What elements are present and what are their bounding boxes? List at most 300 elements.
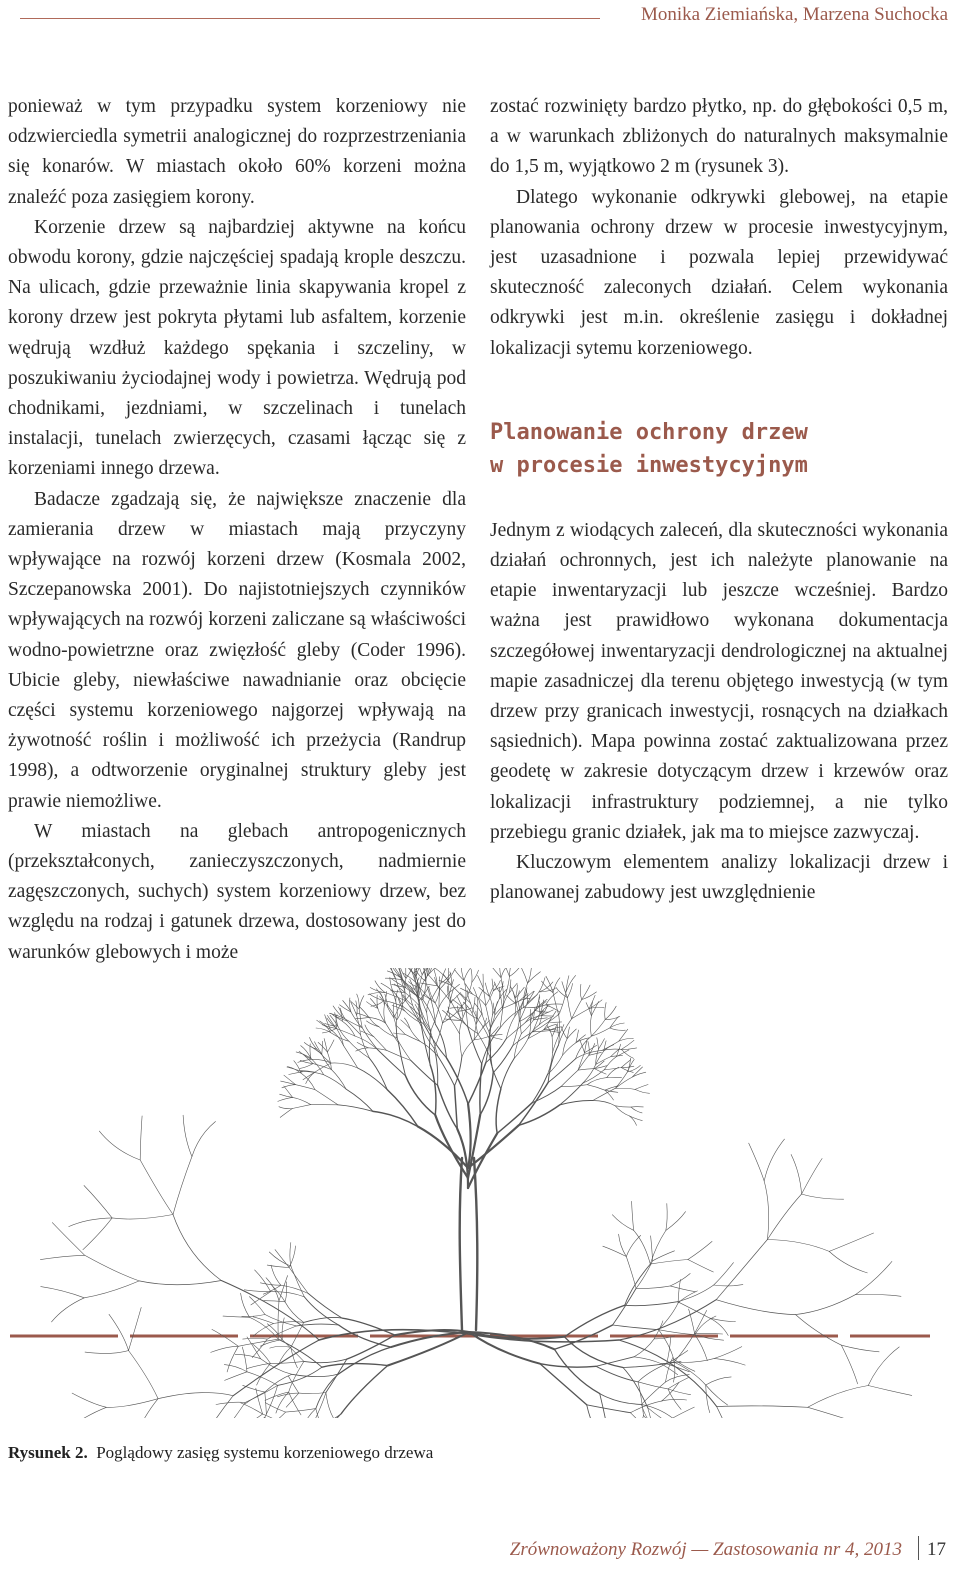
tree-branch — [610, 1028, 626, 1030]
tree-root — [667, 1338, 671, 1364]
tree-branch — [521, 1020, 533, 1034]
page-number: 17 — [927, 1539, 946, 1560]
tree-root — [72, 1393, 106, 1407]
tree-root — [267, 1265, 289, 1267]
tree-root — [85, 1351, 129, 1354]
tree-root — [638, 1382, 644, 1416]
tree-root — [183, 1115, 192, 1156]
tree-root — [221, 1281, 319, 1341]
tree-branch — [472, 970, 479, 982]
tree-branch — [519, 1083, 548, 1126]
tree-branch — [478, 976, 484, 988]
tree-root — [791, 1155, 802, 1195]
tree-root — [173, 1157, 192, 1215]
tree-branch — [455, 1057, 462, 1086]
tree-root — [326, 1393, 335, 1419]
tree-branch — [578, 1055, 589, 1070]
tree-branch — [582, 985, 590, 1000]
tree-root — [695, 1335, 708, 1361]
tree-branch — [615, 1072, 627, 1089]
tree-root — [666, 1212, 686, 1231]
tree-root — [808, 1386, 869, 1408]
tree-root — [260, 1340, 282, 1347]
tree-root — [85, 1255, 140, 1281]
tree-branch — [483, 1018, 487, 1028]
paragraph: zostać rozwinięty bardzo płytko, np. do głębokości 0,5 m, a w warunkach zbliżonych do naturalnych maksymalnie do 1,5 m, wyjątkowo 2 m (rysunek 3). — [490, 96, 948, 178]
tree-branch — [549, 1011, 557, 1022]
tree-root — [808, 1407, 868, 1418]
tree-root — [695, 1310, 707, 1333]
paragraph: Badacze zgadzają się, że największe znaczenie dla zamierania drzew w miastach mają przyczyny wpływające na rozwój korzeni drzew (Kosmala 2002, Szczepanowska 2001). Do najistotniejszych czynników wpływających na rozwój korzeni zaliczane są właściwości wodno-powietrzne oraz zwięzłość gleby (Coder 1996). Ubicie gleby, niewłaściwe nawadnianie oraz obcięcie części systemu korzeniowego najgorzej wpływają na żywotność roślin i możliwość ich przeżycia (Randrup 1998), a odtworzenie oryginalnej struktury gleby jest prawie niemożliwe. — [8, 488, 466, 812]
tree-root — [596, 1366, 638, 1382]
tree-branch — [580, 984, 581, 999]
caption-text: Poglądowy zasięg systemu korzeniowego drzewa — [96, 1443, 434, 1462]
paragraph: Jednym z wiodących zaleceń, dla skuteczności wykonania działań ochronnych, jest ich należyte planowanie na etapie inwentaryzacji lub jeszcze wcześniej. Bardzo ważna jest prawidłowo wykonana dokumentacja szczegółowej inwentaryzacji dendrologicznej na aktualnej mapie zasadniczej dla terenu objętego inwestycją (w tym drzew przy granicach inwestycji, rosnących na działkach sąsiednich). Mapa powinna zostać zaktualizowana przez geodetę w zakresie dotyczącym drzew i krzewów oraz lokalizacji infrastruktury podziemnej, a nie tylko przebiegu granic działek, jak ma to miejsce zazwyczaj. — [490, 519, 948, 843]
tree-branch — [567, 983, 572, 997]
tree-branch — [597, 1038, 599, 1049]
tree-root — [243, 1417, 265, 1418]
tree-root — [285, 1282, 287, 1302]
running-header-authors: Monika Ziemiańska, Marzena Suchocka — [640, 4, 948, 25]
tree-root — [288, 1376, 299, 1393]
tree-root — [674, 1362, 706, 1385]
tree-branch — [605, 1006, 616, 1019]
tree-root — [341, 1366, 388, 1414]
paragraph: W miastach na glebach antropogenicznych (przekształconych, zanieczyszczonych, nadmiernie zagęszczonych, suchych) system korzeniowy drzew, bez względu na rodzaj i gatunek drzewa, dostosowany jest do warunków glebowych i może — [8, 820, 466, 963]
tree-root — [255, 1270, 271, 1292]
tree-branch — [544, 1019, 551, 1030]
tree-branch — [518, 1001, 520, 1015]
tree-branch — [423, 1000, 436, 1025]
tree-branch — [590, 1016, 591, 1036]
header-rule — [20, 18, 600, 19]
tree-root — [279, 1347, 291, 1364]
tree-root — [235, 1355, 260, 1359]
tree-root — [673, 1407, 695, 1418]
tree-branch — [501, 1059, 514, 1089]
tree-branch — [373, 1111, 418, 1126]
tree-branch — [315, 1090, 338, 1105]
tree-branch — [473, 988, 478, 1001]
tree-branch — [510, 968, 523, 976]
tree-branch — [501, 968, 508, 978]
tree-branch — [387, 1005, 394, 1018]
tree-branch — [587, 1085, 605, 1091]
tree-root-figure — [0, 968, 960, 1418]
tree-branch — [635, 1089, 649, 1093]
tree-root — [244, 1290, 270, 1292]
tree-root — [632, 1201, 634, 1230]
tree-root — [651, 1236, 653, 1261]
tree-root — [666, 1375, 690, 1382]
caption-label: Rysunek 2. — [8, 1443, 88, 1462]
tree-root — [714, 1263, 734, 1285]
tree-branch — [356, 1017, 369, 1018]
tree-root — [109, 1314, 129, 1350]
tree-root — [613, 1325, 659, 1330]
tree-root — [129, 1351, 159, 1399]
tree-root — [107, 1399, 159, 1408]
tree-root — [304, 1359, 347, 1363]
tree-root — [666, 1204, 667, 1231]
tree-root — [238, 1339, 278, 1346]
tree-root — [83, 1218, 112, 1250]
tree-root — [211, 1346, 239, 1352]
tree-root — [69, 1218, 112, 1227]
tree-branch — [455, 1086, 458, 1129]
right-column — [490, 92, 948, 908]
tree-root — [132, 1399, 158, 1418]
tree-branch — [331, 1063, 358, 1068]
tree-branch — [527, 995, 537, 1004]
tree-branch — [327, 1040, 334, 1052]
tree-root — [625, 1264, 651, 1305]
tree-root — [266, 1278, 279, 1301]
tree-root — [636, 1286, 670, 1289]
tree-branch — [615, 1106, 631, 1107]
tree-branch — [310, 1044, 311, 1059]
page-footer — [510, 1536, 946, 1561]
tree-root — [192, 1122, 216, 1157]
tree-branch — [561, 1070, 578, 1086]
tree-root — [710, 1318, 736, 1322]
tree-root — [99, 1131, 140, 1160]
tree-branch — [561, 1027, 567, 1039]
tree-illustration — [0, 968, 960, 1418]
tree-branch — [430, 1065, 436, 1115]
tree-branch — [486, 991, 494, 1006]
tree-branch — [370, 1058, 388, 1089]
tree-root — [73, 1407, 107, 1418]
tree-branch — [448, 968, 449, 980]
tree-branch — [451, 1019, 460, 1034]
tree-branch — [393, 1003, 394, 1018]
tree-branch — [279, 1107, 292, 1109]
tree-root — [253, 1417, 265, 1418]
tree-branch — [468, 1104, 471, 1168]
tree-branch — [541, 1010, 553, 1016]
tree-branch — [493, 1046, 513, 1073]
tree-root — [678, 1302, 710, 1318]
tree-branch — [411, 1061, 438, 1086]
tree-root — [555, 1349, 600, 1393]
tree-branch — [552, 1025, 556, 1037]
paragraph: Dlatego wykonanie odkrywki glebowej, na etapie planowania ochrony drzew w procesie inwestycyjnym, jest uzasadnione i pozwala lepiej przewidywać skuteczność zaleconych działań. Celem wykonania odkrywki jest m.in. określenie zasięgu i dokładnej lokalizacji sytemu korzeniowego. — [490, 186, 948, 359]
tree-root — [253, 1317, 273, 1324]
tree-branch — [635, 1085, 648, 1090]
tree-root — [192, 1396, 233, 1418]
tree-branch — [593, 1101, 615, 1106]
tree-root — [52, 1298, 85, 1322]
tree-root — [634, 1339, 654, 1357]
tree-branch — [301, 1073, 315, 1089]
tree-root — [241, 1293, 250, 1317]
tree-branch — [324, 1075, 347, 1089]
tree-branch — [388, 1006, 397, 1020]
tree-branch — [621, 1040, 634, 1049]
tree-branch — [596, 1057, 611, 1065]
tree-branch — [496, 1089, 501, 1134]
paragraph: Korzenie drzew są najbardziej aktywne na końcu obwodu korony, gdzie najczęściej spadają krople deszczu. Na ulicach, gdzie przeważnie linia skapywania kropel z korony drzew jest pokryta płytami lub asfaltem, korzenie wędrują wzdłuż każdego spękania i szczeliny, w poszukiwaniu życiodajnej wody i powietrza. Wędrują pod chodnikami, jezdniami, w szczelinach i tunelach instalacji, tunelach zwierzęcych, czasami łącząc się z korzeniami innego drzewa. — [8, 216, 466, 480]
tree-root — [868, 1347, 899, 1386]
tree-root — [243, 1338, 268, 1339]
tree-root — [216, 1402, 245, 1404]
tree-branch — [460, 988, 472, 994]
tree-branch — [480, 1064, 482, 1115]
section-heading-line: Planowanie ochrony drzew — [490, 419, 808, 445]
tree-root — [314, 1393, 326, 1419]
tree-root — [659, 1330, 674, 1359]
tree-branch — [457, 996, 463, 1009]
tree-branch — [615, 1088, 635, 1089]
tree-root — [600, 1394, 642, 1405]
tree-branch — [438, 1057, 454, 1086]
tree-root — [286, 1409, 316, 1413]
tree-root — [140, 1160, 173, 1215]
tree-root — [587, 1405, 631, 1413]
tree-root — [710, 1318, 729, 1335]
tree-drawing — [278, 968, 650, 1330]
tree-root — [40, 1255, 84, 1259]
section-heading-line: w procesie inwestycyjnym — [490, 452, 808, 478]
section-heading — [490, 416, 948, 482]
tree-branch — [387, 1090, 418, 1127]
tree-root — [634, 1230, 651, 1264]
tree-branch — [482, 1015, 489, 1032]
tree-branch — [450, 1008, 464, 1009]
tree-branch — [561, 1085, 587, 1087]
tree-root — [212, 1329, 238, 1346]
left-column — [8, 92, 466, 968]
tree-branch — [599, 1039, 605, 1049]
tree-branch — [294, 1061, 301, 1074]
tree-branch — [589, 1043, 595, 1055]
tree-branch — [421, 983, 438, 986]
tree-root — [603, 1246, 627, 1256]
tree-root — [670, 1286, 695, 1292]
tree-root — [829, 1233, 873, 1251]
tree-branch — [406, 1076, 436, 1115]
tree-branch — [519, 1105, 560, 1125]
tree-root — [140, 1116, 142, 1160]
tree-branch — [533, 1007, 535, 1020]
figure-caption — [8, 1443, 433, 1463]
paragraph: ponieważ w tym przypadku system korzeniowy nie odzwierciedla symetrii analogicznej do rozprzestrzeniania się konarów. W miastach około 60% korzeni można znaleźć poza zasięgiem korony. — [8, 96, 466, 208]
paragraph: Kluczowym elementem analizy lokalizacji drzew i planowanej zabudowy jest uwzględnienie — [490, 852, 948, 904]
tree-root — [277, 1393, 298, 1397]
tree-branch — [378, 1050, 406, 1076]
tree-root — [717, 1406, 808, 1407]
tree-root — [855, 1261, 892, 1294]
tree-root — [802, 1194, 844, 1199]
tree-root — [261, 1359, 292, 1375]
tree-root — [263, 1301, 285, 1302]
tree-branch — [468, 1063, 486, 1104]
tree-branch — [552, 1037, 553, 1053]
tree-branch — [357, 1042, 368, 1047]
tree-branch — [604, 1068, 621, 1070]
tree-root — [706, 1377, 732, 1385]
tree-branch — [558, 1024, 559, 1036]
tree-branch — [591, 1002, 598, 1016]
tree-branch — [296, 1085, 315, 1090]
tree-branch — [546, 1004, 562, 1005]
tree-branch — [591, 1028, 610, 1036]
tree-root — [639, 1415, 643, 1418]
tree-root — [225, 1372, 247, 1381]
tree-branch — [459, 1017, 463, 1034]
tree-root — [634, 1357, 661, 1364]
tree-root — [749, 1143, 765, 1181]
tree-root — [678, 1291, 697, 1303]
tree-root — [648, 1408, 677, 1418]
tree-root — [270, 1361, 304, 1363]
tree-branch — [310, 1037, 318, 1049]
tree-branch — [483, 1020, 490, 1028]
tree-branch — [480, 1073, 493, 1115]
tree-root — [238, 1414, 263, 1418]
tree-branch — [404, 1018, 410, 1028]
tree-root — [688, 1241, 712, 1259]
tree-root — [540, 1364, 596, 1368]
tree-branch — [448, 968, 457, 980]
tree-branch — [486, 1006, 491, 1029]
tree-root — [767, 1240, 829, 1252]
footer-separator — [918, 1536, 919, 1560]
tree-branch — [610, 1023, 625, 1028]
tree-branch — [300, 1064, 313, 1069]
tree-branch — [468, 1125, 519, 1168]
tree-branch — [629, 1116, 642, 1121]
tree-branch — [397, 1038, 411, 1061]
tree-root — [638, 1382, 668, 1389]
tree-branch — [331, 1070, 346, 1090]
tree-root — [841, 1345, 857, 1384]
tree-branch — [490, 968, 501, 978]
tree-root — [249, 1297, 265, 1315]
tree-root — [829, 1251, 867, 1273]
tree-root — [233, 1340, 319, 1396]
tree-root — [717, 1407, 751, 1418]
tree-root — [619, 1340, 717, 1407]
tree-branch — [532, 1075, 547, 1103]
tree-root — [265, 1315, 297, 1326]
tree-root — [706, 1385, 728, 1405]
tree-branch — [471, 969, 472, 982]
tree-branch — [566, 976, 569, 992]
tree-branch — [562, 982, 568, 998]
tree-branch — [546, 992, 558, 1005]
tree-root — [139, 1281, 221, 1285]
tree-branch — [350, 1000, 360, 1009]
tree-root — [695, 1333, 723, 1334]
tree-branch — [452, 1003, 468, 1027]
tree-root — [41, 1287, 85, 1298]
tree-root — [52, 1223, 84, 1256]
tree-root — [764, 1181, 768, 1239]
tree-branch — [621, 1066, 634, 1067]
tree-root — [716, 1240, 767, 1300]
tree-root — [256, 1388, 263, 1414]
tree-root — [227, 1346, 238, 1372]
tree-branch — [462, 1040, 474, 1057]
tree-root — [841, 1345, 879, 1352]
tree-root — [802, 1159, 823, 1195]
tree-branch — [491, 1008, 503, 1028]
tree-branch — [452, 986, 466, 1001]
tree-root — [650, 1260, 688, 1265]
tree-branch — [405, 1034, 420, 1041]
tree-branch — [521, 968, 528, 983]
tree-branch — [385, 978, 402, 980]
tree-branch — [344, 1018, 362, 1027]
tree-root — [301, 1409, 316, 1418]
tree-root — [659, 1303, 679, 1330]
tree-branch — [567, 998, 571, 1019]
tree-root — [292, 1374, 339, 1377]
tree-branch — [619, 1038, 633, 1041]
tree-branch — [631, 1107, 642, 1113]
tree-branch — [490, 1034, 502, 1036]
tree-root — [626, 1235, 640, 1256]
tree-branch — [586, 1003, 591, 1016]
tree-root — [84, 1186, 112, 1218]
tree-branch — [393, 1033, 405, 1034]
tree-root — [173, 1215, 221, 1281]
tree-root — [308, 1294, 342, 1319]
tree-root — [158, 1393, 233, 1399]
tree-root — [540, 1364, 587, 1405]
tree-branch — [278, 1097, 293, 1101]
tree-root — [667, 1364, 690, 1372]
tree-branch — [632, 1067, 642, 1077]
tree-branch — [464, 968, 471, 980]
tree-root — [626, 1257, 636, 1289]
tree-root — [291, 1347, 298, 1368]
tree-root — [714, 1347, 741, 1359]
tree-branch — [478, 989, 484, 1000]
tree-root — [613, 1288, 637, 1325]
tree-branch — [587, 1078, 607, 1085]
journal-title: Zrównoważony Rozwój — Zastosowania nr 4, 2013 — [509, 1539, 902, 1560]
tree-root — [316, 1409, 325, 1418]
tree-root — [678, 1279, 680, 1303]
tree-branch — [394, 1018, 397, 1038]
tree-root — [263, 1414, 294, 1418]
tree-root — [242, 1347, 247, 1372]
tree-branch — [461, 968, 464, 980]
tree-root — [688, 1260, 714, 1273]
tree-branch — [280, 1109, 292, 1118]
tree-root — [251, 1292, 271, 1305]
tree-branch — [343, 1045, 357, 1068]
tree-branch — [499, 987, 500, 999]
tree-branch — [360, 1007, 369, 1017]
tree-branch — [513, 1022, 519, 1046]
tree-root — [112, 1215, 173, 1220]
tree-branch — [397, 1026, 405, 1035]
tree-root — [270, 1346, 291, 1348]
tree-branch — [559, 1015, 560, 1045]
tree-branch — [460, 1034, 462, 1057]
tree-root — [796, 1315, 842, 1346]
tree-root — [612, 1215, 633, 1231]
tree-branch — [287, 1067, 303, 1072]
tree-root — [855, 1294, 901, 1296]
tree-branch — [377, 995, 378, 1008]
tree-root — [299, 1393, 326, 1394]
tree-root — [263, 1285, 281, 1294]
